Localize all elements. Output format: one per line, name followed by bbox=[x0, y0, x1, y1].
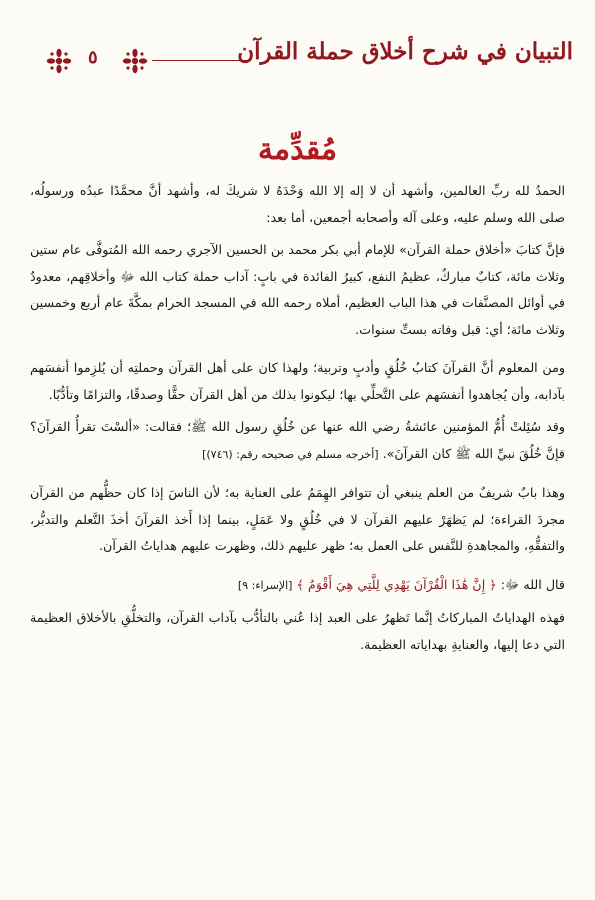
page-number: ٥ bbox=[88, 47, 98, 68]
paragraph-text: وقد سُئِلتْ أُمُّ المؤمنين عائشةُ رضي الله عنها عن خُلُقِ رسول الله ﷺ؛ فقالت: «ألسْتَ تقرأُ القرآنَ؟ فإنَّ خُلُقَ نبيِّ الله ﷺ كان القرآنَ». bbox=[30, 419, 565, 461]
verse-intro: قال الله ﷻ: bbox=[500, 576, 565, 592]
quran-verse-line bbox=[30, 572, 565, 600]
header-rule bbox=[152, 60, 251, 61]
paragraph: فإنَّ كتابَ «أخلاق حملة القرآن» للإمام أبي بكر محمد بن الحسين الآجري رحمه الله المُتوفَّى عام ستين وثلاث مائة، كتابٌ مباركٌ، عظيمُ النفع، كبيرُ الفائدة في بابٍ: آداب حملة كتاب الله ﷻ وأخلاقِهم، معدودٌ في أوائل المصنَّفات في هذا الباب العظيم، أملاه رحمه الله في المسجد الحرام بمكَّةَ عام أربع وخمسين وثلاث مائة؛ أي: قبل وفاته بستِّ سنوات. bbox=[30, 242, 565, 337]
floral-ornament-icon bbox=[122, 48, 148, 74]
chapter-title: مُقدِّمة bbox=[257, 132, 338, 167]
verse-reference: [الإسراء: ٩] bbox=[237, 578, 293, 592]
hadith-citation: [أخرجه مسلم في صحيحه رقم: (٧٤٦)] bbox=[202, 447, 379, 461]
paragraph: وهذا بابٌ شريفٌ من العلم ينبغي أن تتوافر الهِمَمُ على العناية به؛ لأن الناسَ إذا كان حظُّهم من القرآن مجردَ القراءة؛ لم يَظهَرْ عليهم القرآن لا في خُلُقٍ ولا عَمَلٍ، بينما إذا أَخذ القرآنَ أخذَ التَّعلم والتدبُّر، والتفقُّهِ، والمجاهدةِ للنَّفس على العمل به؛ ظهر عليهم ذلك، وظهرت عليهم هداياتُ القرآن. bbox=[30, 485, 565, 553]
page-header bbox=[24, 34, 573, 94]
floral-ornament-icon bbox=[46, 48, 72, 74]
running-title: التبيان في شرح أخلاق حملة القرآن bbox=[237, 38, 573, 65]
quran-verse: ﴿ إِنَّ هَٰذَا الْقُرْآنَ يَهْدِي لِلَّتِي هِيَ أَقْوَمُ ﴾ bbox=[296, 576, 497, 592]
paragraph: ومن المعلوم أنَّ القرآنَ كتابُ خُلُقٍ وأدبٍ وتربية؛ ولهذا كان على أهل القرآن وحملتِه أن يُلزِموا أنفسَهم بآدابه، وأن يُجاهدوا أنفسَهم على التَّحلِّي بها؛ ليكونوا بذلك من أهل القرآن حقًّا وصدقًا، والتزامًا وتأدُّبًا. bbox=[30, 360, 565, 402]
body-text bbox=[30, 176, 565, 658]
paragraph: فهذه الهداياتُ المباركاتُ إنَّما تَظهرُ على العبد إذا عُني بالتأدُّب بآداب القرآن، والتخلُّقِ بالأخلاق العظيمة التي دعا إليها، والعنايةِ بهداياته العظيمة. bbox=[30, 610, 565, 652]
paragraph bbox=[30, 414, 565, 468]
paragraph: الحمدُ لله ربِّ العالمين، وأشهد أن لا إله إلا الله وَحْدَهُ لا شريكَ له، وأشهد أنَّ محمَّدًا عبدُه ورسولُه، صلى الله وسلم عليه، وعلى آله وأصحابه أجمعين، أما بعد: bbox=[30, 183, 565, 225]
